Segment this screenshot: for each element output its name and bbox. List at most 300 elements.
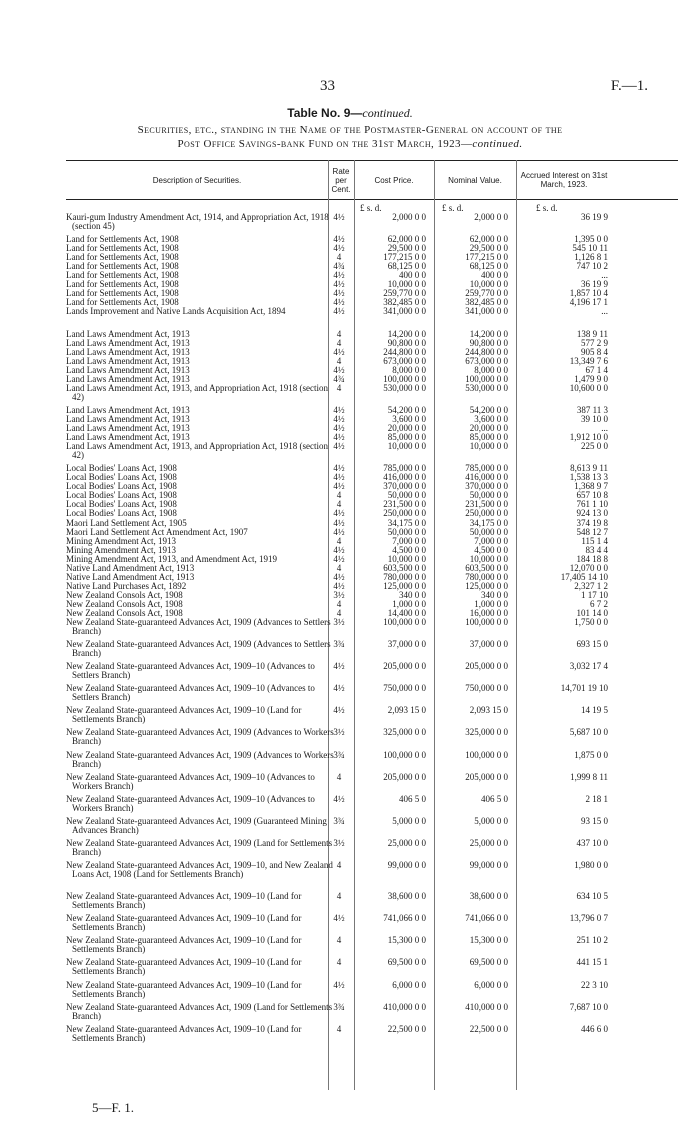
nominal-value-cell: 99,000 0 0 — [469, 860, 508, 871]
nominal-value-cell: 785,000 0 0 — [465, 463, 508, 474]
cost-price-cell: 603,500 0 0 — [383, 562, 426, 573]
nominal-value-cell: 25,000 0 0 — [469, 837, 508, 848]
cost-price-cell: 205,000 0 0 — [383, 771, 426, 782]
cost-price-cell: 69,500 0 0 — [387, 957, 426, 968]
nominal-value-cell: 37,000 0 0 — [469, 639, 508, 650]
security-description: New Zealand State-guaranteed Advances Act, 1909–10 (Advances to Settlers Branch) — [66, 683, 315, 703]
rate-cell: 4½ — [333, 793, 345, 804]
rate-cell: 4 — [336, 252, 342, 263]
rate-cell: 4 — [336, 490, 342, 501]
security-description: Land Laws Amendment Act, 1913 — [66, 337, 190, 348]
table-row — [66, 442, 678, 464]
accrued-interest-cell: ... — [601, 423, 608, 434]
nominal-value-cell: 2,093 15 0 — [469, 705, 508, 716]
nominal-value-cell: 34,175 0 0 — [469, 517, 508, 528]
cost-price-cell: 6,000 0 0 — [392, 979, 426, 990]
security-description: New Zealand Consols Act, 1908 — [66, 607, 183, 618]
nominal-value-cell: 50,000 0 0 — [469, 526, 508, 537]
nominal-value-cell: 530,000 0 0 — [465, 382, 508, 393]
cost-price-cell: 20,000 0 0 — [387, 423, 426, 434]
nominal-value-cell: 382,485 0 0 — [465, 297, 508, 308]
nominal-value-cell: 100,000 0 0 — [465, 617, 508, 628]
nominal-value-cell: 416,000 0 0 — [465, 472, 508, 483]
security-description: Local Bodies' Loans Act, 1908 — [66, 463, 177, 474]
nominal-value-cell: 250,000 0 0 — [465, 508, 508, 519]
cost-price-cell: 100,000 0 0 — [383, 373, 426, 384]
cost-price-cell: 400 0 0 — [399, 270, 426, 281]
security-description: Maori Land Settlement Act Amendment Act, 1907 — [66, 526, 248, 537]
table-title — [0, 106, 700, 121]
nominal-value-cell: 100,000 0 0 — [465, 373, 508, 384]
col-cost-header: Cost Price. — [374, 175, 414, 185]
rate-cell: 4 — [336, 499, 342, 510]
cost-price-cell: 2,093 15 0 — [387, 705, 426, 716]
security-description: New Zealand State-guaranteed Advances Act, 1909–10 (Land for Settlements Branch) — [66, 891, 302, 911]
nominal-value-cell: 177,215 0 0 — [465, 252, 508, 263]
securities-table-body — [66, 213, 678, 1047]
table-row — [66, 981, 678, 1003]
nominal-value-cell: 259,770 0 0 — [465, 288, 508, 299]
nominal-value-cell: 10,000 0 0 — [469, 279, 508, 290]
cost-price-cell: 50,000 0 0 — [387, 526, 426, 537]
cost-price-cell: 25,000 0 0 — [387, 837, 426, 848]
rate-cell: 4½ — [333, 544, 345, 555]
rate-cell: 4½ — [333, 979, 345, 990]
accrued-interest-cell: 13,796 0 7 — [569, 913, 608, 924]
rate-cell: 3½ — [333, 727, 345, 738]
security-description: Land Laws Amendment Act, 1913 — [66, 423, 190, 434]
security-description: Land Laws Amendment Act, 1913, and Appropriation Act, 1918 (section 42) — [66, 382, 328, 402]
nominal-value-cell: 741,066 0 0 — [465, 913, 508, 924]
security-description: Local Bodies' Loans Act, 1908 — [66, 472, 177, 483]
table-row — [66, 1025, 678, 1047]
table-row — [66, 861, 678, 892]
security-description: Maori Land Settlement Act, 1905 — [66, 517, 187, 528]
cost-price-cell: 7,000 0 0 — [392, 535, 426, 546]
nominal-value-cell: 325,000 0 0 — [465, 727, 508, 738]
nominal-value-cell: 8,000 0 0 — [474, 364, 508, 375]
rate-cell: 4½ — [333, 243, 345, 254]
cost-price-cell: 8,000 0 0 — [392, 364, 426, 375]
security-description: Land for Settlements Act, 1908 — [66, 297, 179, 308]
table-row — [66, 1003, 678, 1025]
security-description: Land for Settlements Act, 1908 — [66, 234, 179, 245]
security-description: New Zealand State-guaranteed Advances Act, 1909 (Advances to Workers Branch) — [66, 749, 334, 769]
rate-cell: 4½ — [333, 526, 345, 537]
security-description: Native Land Amendment Act, 1913 — [66, 562, 195, 573]
cost-price-cell: 90,800 0 0 — [387, 337, 426, 348]
accrued-interest-cell: 101 14 0 — [576, 607, 608, 618]
rate-cell: 4 — [336, 535, 342, 546]
section-code: F.—1. — [610, 78, 648, 94]
security-description: New Zealand State-guaranteed Advances Act, 1909 (Advances to Settlers Branch) — [66, 639, 331, 659]
cost-price-cell: 1,000 0 0 — [392, 598, 426, 609]
accrued-interest-cell: 1,999 8 11 — [570, 771, 608, 782]
cost-price-cell: 785,000 0 0 — [383, 463, 426, 474]
cost-price-cell: 5,000 0 0 — [392, 815, 426, 826]
cost-price-cell: 741,066 0 0 — [383, 913, 426, 924]
rate-cell: 4½ — [333, 508, 345, 519]
cost-price-cell: 22,500 0 0 — [387, 1023, 426, 1034]
security-description: New Zealand State-guaranteed Advances Act, 1909–10 (Advances to Settlers Branch) — [66, 661, 315, 681]
accrued-interest-cell: 138 9 11 — [576, 328, 608, 339]
security-description: Land for Settlements Act, 1908 — [66, 252, 179, 263]
cost-price-cell: 2,000 0 0 — [392, 212, 426, 222]
security-description: New Zealand State-guaranteed Advances Act, 1909–10 (Land for Settlements Branch) — [66, 979, 302, 999]
nominal-value-cell: 125,000 0 0 — [465, 580, 508, 591]
security-description: Land for Settlements Act, 1908 — [66, 279, 179, 290]
accrued-interest-cell: 1,980 0 0 — [574, 860, 608, 871]
accrued-interest-cell: 437 10 0 — [576, 837, 608, 848]
rate-cell: 4½ — [333, 288, 345, 299]
nominal-value-cell: 50,000 0 0 — [469, 490, 508, 501]
cost-price-cell: 750,000 0 0 — [383, 683, 426, 694]
cost-price-cell: 100,000 0 0 — [383, 749, 426, 760]
security-description: New Zealand State-guaranteed Advances Act, 1909 (Land for Settlements Branch) — [66, 1001, 333, 1021]
cost-price-cell: 341,000 0 0 — [383, 306, 426, 317]
table-row — [66, 958, 678, 980]
accrued-interest-cell: 1,912 10 0 — [569, 432, 608, 443]
security-description: New Zealand State-guaranteed Advances Act, 1909–10 (Land for Settlements Branch) — [66, 913, 302, 933]
rate-cell: 4½ — [333, 661, 345, 672]
security-description: Mining Amendment Act, 1913 — [66, 544, 176, 555]
nominal-value-cell: 410,000 0 0 — [465, 1001, 508, 1012]
rate-cell: 4½ — [333, 306, 345, 317]
nominal-value-cell: 10,000 0 0 — [469, 553, 508, 564]
security-description: Native Land Purchases Act, 1892 — [66, 580, 187, 591]
security-description: Land Laws Amendment Act, 1913 — [66, 346, 190, 357]
nominal-value-cell: 16,000 0 0 — [469, 607, 508, 618]
accrued-interest-cell: 36 19 9 — [581, 212, 608, 222]
table-row — [66, 384, 678, 406]
security-description: New Zealand Consols Act, 1908 — [66, 589, 183, 600]
table-subtitle-line1: Securities, etc., standing in the Name of the Postmaster-General on account of the — [137, 124, 563, 136]
security-description: Land for Settlements Act, 1908 — [66, 270, 179, 281]
table-row — [66, 892, 678, 914]
rate-cell: 4½ — [333, 441, 345, 452]
rate-cell: 4½ — [333, 212, 345, 222]
rate-cell: 4½ — [333, 423, 345, 434]
rate-cell: 3¾ — [333, 749, 345, 760]
rate-cell: 4 — [336, 935, 342, 946]
nominal-value-cell: 29,500 0 0 — [469, 243, 508, 254]
rate-cell: 3¾ — [333, 1001, 345, 1012]
nominal-value-cell: 15,300 0 0 — [469, 935, 508, 946]
nominal-value-cell: 10,000 0 0 — [469, 441, 508, 452]
accrued-interest-cell: 548 12 7 — [576, 526, 608, 537]
currency-header-nominal: £ s. d. — [442, 203, 464, 213]
security-description: Land Laws Amendment Act, 1913 — [66, 355, 190, 366]
security-description: Local Bodies' Loans Act, 1908 — [66, 490, 177, 501]
accrued-interest-cell: 387 11 3 — [576, 404, 608, 415]
security-description: Kauri-gum Industry Amendment Act, 1914, and Appropriation Act, 1918 (section 45) — [66, 212, 329, 231]
security-description: New Zealand State-guaranteed Advances Act, 1909 (Guaranteed Mining Advances Branch) — [66, 815, 327, 835]
table-row — [66, 936, 678, 958]
cost-price-cell: 231,500 0 0 — [383, 499, 426, 510]
nominal-value-cell: 370,000 0 0 — [465, 481, 508, 492]
accrued-interest-cell: 374 19 8 — [576, 517, 608, 528]
nominal-value-cell: 406 5 0 — [481, 793, 508, 804]
accrued-interest-cell: 3,032 17 4 — [569, 661, 608, 672]
nominal-value-cell: 22,500 0 0 — [469, 1023, 508, 1034]
accrued-interest-cell: 14 19 5 — [581, 705, 608, 716]
cost-price-cell: 14,200 0 0 — [387, 328, 426, 339]
table-row — [66, 817, 678, 839]
rate-cell: 4 — [336, 607, 342, 618]
accrued-interest-cell: 4,196 17 1 — [569, 297, 608, 308]
cost-price-cell: 530,000 0 0 — [383, 382, 426, 393]
rate-cell: 3½ — [333, 617, 345, 628]
rate-cell: 4½ — [333, 517, 345, 528]
rate-cell: 4½ — [333, 432, 345, 443]
accrued-interest-cell: 115 1 4 — [581, 535, 608, 546]
accrued-interest-cell: 634 10 5 — [576, 891, 608, 902]
col-nominal-header: Nominal Value. — [448, 175, 502, 185]
cost-price-cell: 370,000 0 0 — [383, 481, 426, 492]
col-description-header: Description of Securities. — [152, 175, 242, 185]
cost-price-cell: 68,125 0 0 — [387, 261, 426, 272]
table-row — [66, 914, 678, 936]
nominal-value-cell: 100,000 0 0 — [465, 749, 508, 760]
rate-cell: 4½ — [333, 234, 345, 245]
rate-cell: 4 — [336, 891, 342, 902]
subtitle-line2-cont: continued. — [472, 138, 523, 150]
cost-price-cell: 325,000 0 0 — [383, 727, 426, 738]
col-rate-header: Rate per Cent. — [331, 166, 351, 194]
cost-price-cell: 382,485 0 0 — [383, 297, 426, 308]
security-description: Land for Settlements Act, 1908 — [66, 288, 179, 299]
security-description: Land Laws Amendment Act, 1913 — [66, 364, 190, 375]
nominal-value-cell: 231,500 0 0 — [465, 499, 508, 510]
cost-price-cell: 10,000 0 0 — [387, 279, 426, 290]
table-row — [66, 728, 678, 750]
accrued-interest-cell: 251 10 2 — [576, 935, 608, 946]
rate-cell: 3½ — [333, 837, 345, 848]
col-interest-header: Accrued Interest on 31st March, 1923. — [520, 171, 608, 189]
table-row — [66, 662, 678, 684]
nominal-value-cell: 62,000 0 0 — [469, 234, 508, 245]
table-title-cont: continued. — [362, 106, 413, 120]
accrued-interest-cell: 17,405 14 10 — [560, 571, 608, 582]
rate-cell: 4 — [336, 382, 342, 393]
accrued-interest-cell: 1,395 0 0 — [574, 234, 608, 245]
table-row — [66, 839, 678, 861]
rate-cell: 4¾ — [333, 373, 345, 384]
rate-cell: 4½ — [333, 472, 345, 483]
cost-price-cell: 38,600 0 0 — [387, 891, 426, 902]
security-description: New Zealand State-guaranteed Advances Act, 1909–10 (Advances to Workers Branch) — [66, 771, 315, 791]
cost-price-cell: 410,000 0 0 — [383, 1001, 426, 1012]
rate-cell: 4½ — [333, 270, 345, 281]
cost-price-cell: 205,000 0 0 — [383, 661, 426, 672]
accrued-interest-cell: 10,600 0 0 — [569, 382, 608, 393]
accrued-interest-cell: 693 15 0 — [576, 639, 608, 650]
accrued-interest-cell: 1,368 9 7 — [574, 481, 608, 492]
nominal-value-cell: 1,000 0 0 — [474, 598, 508, 609]
accrued-interest-cell: 1,538 13 3 — [569, 472, 608, 483]
cost-price-cell: 85,000 0 0 — [387, 432, 426, 443]
nominal-value-cell: 4,500 0 0 — [474, 544, 508, 555]
security-description: Land Laws Amendment Act, 1913 — [66, 328, 190, 339]
cost-price-cell: 259,770 0 0 — [383, 288, 426, 299]
security-description: Land Laws Amendment Act, 1913 — [66, 432, 190, 443]
accrued-interest-cell: 225 0 0 — [581, 441, 608, 452]
cost-price-cell: 62,000 0 0 — [387, 234, 426, 245]
security-description: New Zealand State-guaranteed Advances Act, 1909–10 (Land for Settlements Branch) — [66, 935, 302, 955]
rate-cell: 4½ — [333, 364, 345, 375]
cost-price-cell: 125,000 0 0 — [383, 580, 426, 591]
security-description: Land for Settlements Act, 1908 — [66, 243, 179, 254]
page-signature: 5—F. 1. — [92, 1100, 134, 1115]
security-description: Land Laws Amendment Act, 1913, and Appropriation Act, 1918 (section 42) — [66, 441, 328, 461]
cost-price-cell: 10,000 0 0 — [387, 441, 426, 452]
cost-price-cell: 50,000 0 0 — [387, 490, 426, 501]
rate-cell: 4½ — [333, 553, 345, 564]
accrued-interest-cell: 1,479 9 0 — [574, 373, 608, 384]
rate-cell: 4½ — [333, 580, 345, 591]
rate-cell: 4½ — [333, 913, 345, 924]
nominal-value-cell: 3,600 0 0 — [474, 413, 508, 424]
cost-price-cell: 100,000 0 0 — [383, 617, 426, 628]
rate-cell: 4½ — [333, 413, 345, 424]
cost-price-cell: 780,000 0 0 — [383, 571, 426, 582]
table-row — [66, 640, 678, 662]
cost-price-cell: 244,800 0 0 — [383, 346, 426, 357]
cost-price-cell: 673,000 0 0 — [383, 355, 426, 366]
cost-price-cell: 3,600 0 0 — [392, 413, 426, 424]
accrued-interest-cell: 441 15 1 — [576, 957, 608, 968]
security-description: Land Laws Amendment Act, 1913 — [66, 404, 190, 415]
rate-cell: 3¾ — [333, 639, 345, 650]
accrued-interest-cell: 8,613 9 11 — [570, 463, 608, 474]
rate-cell: 4 — [336, 355, 342, 366]
accrued-interest-cell: 13,349 7 6 — [569, 355, 608, 366]
table-title-main: Table No. 9— — [287, 106, 363, 120]
accrued-interest-cell: 93 15 0 — [581, 815, 608, 826]
rate-cell: 4 — [336, 562, 342, 573]
security-description: Lands Improvement and Native Lands Acquisition Act, 1894 — [66, 306, 286, 317]
cost-price-cell: 4,500 0 0 — [392, 544, 426, 555]
nominal-value-cell: 38,600 0 0 — [469, 891, 508, 902]
security-description: Land Laws Amendment Act, 1913 — [66, 373, 190, 384]
security-description: Mining Amendment Act, 1913 — [66, 535, 176, 546]
rate-cell: 3½ — [333, 589, 345, 600]
rate-cell: 4½ — [333, 571, 345, 582]
security-description: Local Bodies' Loans Act, 1908 — [66, 499, 177, 510]
accrued-interest-cell: 761 1 10 — [576, 499, 608, 510]
subtitle-line2-text: Post Office Savings-bank Fund on the 31st March, 1923— — [177, 138, 473, 150]
rate-cell: 4¾ — [333, 261, 345, 272]
rate-cell: 4 — [336, 337, 342, 348]
accrued-interest-cell: 545 10 11 — [572, 243, 608, 254]
security-description: New Zealand State-guaranteed Advances Act, 1909–10 (Advances to Workers Branch) — [66, 793, 315, 813]
cost-price-cell: 340 0 0 — [399, 589, 426, 600]
accrued-interest-cell: 22 3 10 — [581, 979, 608, 990]
security-description: New Zealand Consols Act, 1908 — [66, 598, 183, 609]
cost-price-cell: 177,215 0 0 — [383, 252, 426, 263]
rate-cell: 4½ — [333, 346, 345, 357]
nominal-value-cell: 244,800 0 0 — [465, 346, 508, 357]
nominal-value-cell: 5,000 0 0 — [474, 815, 508, 826]
accrued-interest-cell: 1,857 10 4 — [569, 288, 608, 299]
accrued-interest-cell: 446 6 0 — [581, 1023, 608, 1034]
accrued-interest-cell: 5,687 10 0 — [569, 727, 608, 738]
rate-cell: 4½ — [333, 297, 345, 308]
nominal-value-cell: 20,000 0 0 — [469, 423, 508, 434]
accrued-interest-cell: 657 10 8 — [576, 490, 608, 501]
cost-price-cell: 10,000 0 0 — [387, 553, 426, 564]
security-description: New Zealand State-guaranteed Advances Act, 1909 (Advances to Settlers Branch) — [66, 617, 331, 637]
accrued-interest-cell: 905 8 4 — [581, 346, 608, 357]
accrued-interest-cell: 36 19 9 — [581, 279, 608, 290]
rate-cell: 4 — [336, 1023, 342, 1034]
table-row — [66, 213, 678, 235]
currency-header-cost: £ s. d. — [360, 203, 382, 213]
rate-cell: 4½ — [333, 683, 345, 694]
cost-price-cell: 250,000 0 0 — [383, 508, 426, 519]
nominal-value-cell: 6,000 0 0 — [474, 979, 508, 990]
nominal-value-cell: 54,200 0 0 — [469, 404, 508, 415]
table-row — [66, 773, 678, 795]
nominal-value-cell: 7,000 0 0 — [474, 535, 508, 546]
security-description: New Zealand State-guaranteed Advances Act, 1909–10 (Land for Settlements Branch) — [66, 957, 302, 977]
cost-price-cell: 416,000 0 0 — [383, 472, 426, 483]
security-description: New Zealand State-guaranteed Advances Act, 1909–10 (Land for Settlements Branch) — [66, 1023, 302, 1043]
nominal-value-cell: 85,000 0 0 — [469, 432, 508, 443]
security-description: New Zealand State-guaranteed Advances Act, 1909–10 (Land for Settlements Branch) — [66, 705, 302, 725]
table-row — [66, 751, 678, 773]
nominal-value-cell: 205,000 0 0 — [465, 771, 508, 782]
nominal-value-cell: 14,200 0 0 — [469, 328, 508, 339]
security-description: Local Bodies' Loans Act, 1908 — [66, 508, 177, 519]
accrued-interest-cell: 1,750 0 0 — [574, 617, 608, 628]
nominal-value-cell: 780,000 0 0 — [465, 571, 508, 582]
currency-header-interest: £ s. d. — [536, 203, 558, 213]
cost-price-cell: 14,400 0 0 — [387, 607, 426, 618]
nominal-value-cell: 68,125 0 0 — [469, 261, 508, 272]
accrued-interest-cell: 747 10 2 — [576, 261, 608, 272]
accrued-interest-cell: 12,070 0 0 — [569, 562, 608, 573]
table-row — [66, 307, 678, 329]
table-row — [66, 684, 678, 706]
security-description: New Zealand State-guaranteed Advances Act, 1909 (Advances to Workers Branch) — [66, 727, 334, 747]
rate-cell: 3¾ — [333, 815, 345, 826]
cost-price-cell: 29,500 0 0 — [387, 243, 426, 254]
security-description: Land for Settlements Act, 1908 — [66, 261, 179, 272]
accrued-interest-cell: 184 18 8 — [576, 553, 608, 564]
rate-cell: 4 — [336, 771, 342, 782]
table-row — [66, 618, 678, 640]
security-description: Land Laws Amendment Act, 1913 — [66, 413, 190, 424]
rate-cell: 4½ — [333, 705, 345, 716]
nominal-value-cell: 400 0 0 — [481, 270, 508, 281]
accrued-interest-cell: 577 2 9 — [581, 337, 608, 348]
nominal-value-cell: 750,000 0 0 — [465, 683, 508, 694]
accrued-interest-cell: 6 7 2 — [590, 598, 608, 609]
rate-cell: 4½ — [333, 404, 345, 415]
accrued-interest-cell: 2 18 1 — [585, 793, 608, 804]
accrued-interest-cell: ... — [601, 306, 608, 317]
table-row — [66, 795, 678, 817]
security-description: New Zealand State-guaranteed Advances Act, 1909 (Land for Settlements Branch) — [66, 837, 333, 857]
accrued-interest-cell: 83 4 4 — [585, 544, 608, 555]
page-number: 33 — [320, 78, 335, 94]
nominal-value-cell: 341,000 0 0 — [465, 306, 508, 317]
security-description: Mining Amendment Act, 1913, and Amendment Act, 1919 — [66, 553, 277, 564]
accrued-interest-cell: 67 1 4 — [585, 364, 608, 375]
accrued-interest-cell: 39 10 0 — [581, 413, 608, 424]
accrued-interest-cell: 7,687 10 0 — [569, 1001, 608, 1012]
